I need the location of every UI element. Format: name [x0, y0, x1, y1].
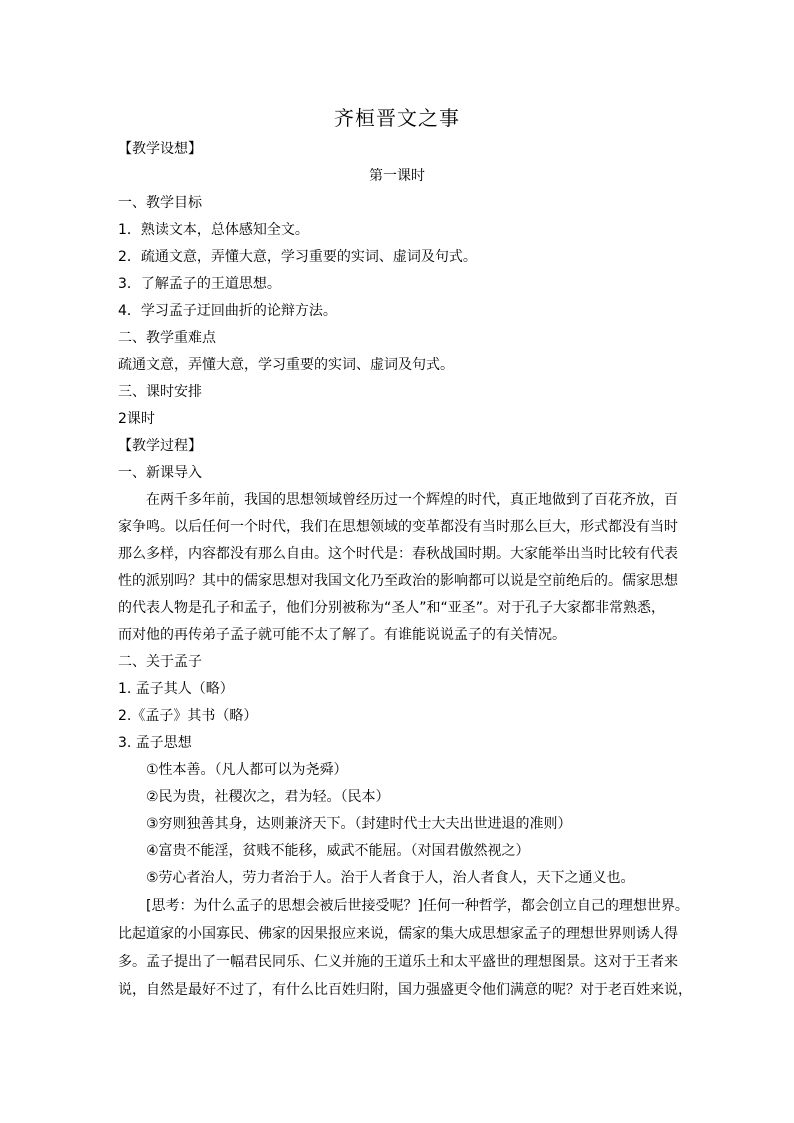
thought-item: ③穷则独善其身，达则兼济天下。（封建时代士大夫出世进退的准则）: [146, 816, 572, 832]
intro-paragraph-line: 在两千多年前，我国的思想领域曾经历过一个辉煌的时代，真正地做到了百花齐放，百: [146, 492, 678, 508]
key-points: 疏通文意，弄懂大意，学习重要的实词、虚词及句式。: [118, 357, 454, 373]
section3-heading: 三、课时安排: [118, 384, 202, 400]
goal-item: 3．了解孟子的王道思想。: [118, 276, 281, 292]
design-heading: 【教学设想】: [118, 141, 202, 157]
intro-paragraph-line: 那么多样，内容都没有那么自由。这个时代是：春秋战国时期。大家能举出当时比较有代表: [118, 546, 678, 562]
thought-item: ④富贵不能淫，贫贱不能移，威武不能屈。（对国君傲然视之）: [146, 843, 530, 859]
process-heading: 【教学过程】: [118, 438, 202, 454]
section2-heading: 二、教学重难点: [118, 330, 216, 346]
thought-item: ①性本善。（凡人都可以为尧舜）: [146, 762, 348, 778]
intro-paragraph-line: 性的派别吗？其中的儒家思想对我国文化乃至政治的影响都可以说是空前绝后的。儒家思想: [118, 573, 678, 589]
discussion-line: 多。孟子提出了一幅君民同乐、仁义并施的王道乐土和太平盛世的理想图景。这对于王者来: [118, 954, 678, 970]
discussion-line: 比起道家的小国寡民、佛家的因果报应来说，儒家的集大成思想家孟子的理想世界则诱人得: [118, 926, 678, 942]
goal-item: 4．学习孟子迂回曲折的论辩方法。: [118, 303, 337, 319]
page-title: 齐桓晋文之事: [334, 106, 460, 130]
mencius-heading: 二、关于孟子: [118, 654, 202, 670]
mencius-item: 1. 孟子其人（略）: [118, 681, 234, 697]
mencius-item: 2.《孟子》其书（略）: [118, 708, 258, 724]
intro-paragraph-line: 而对他的再传弟子孟子就可能不太了解了。有谁能说说孟子的有关情况。: [118, 627, 566, 643]
discussion-line: [思考：为什么孟子的思想会被后世接受呢？]任何一种哲学，都会创立自己的理想世界。: [146, 898, 689, 914]
thought-item: ②民为贵，社稷次之，君为轻。（民本）: [146, 789, 390, 805]
discussion-line: 说，自然是最好不过了，有什么比百姓归附，国力强盛更令他们满意的呢？对于老百姓来说，: [118, 982, 692, 998]
goal-item: 2．疏通文意，弄懂大意，学习重要的实词、虚词及句式。: [118, 249, 477, 265]
lesson-label: 第一课时: [369, 168, 425, 184]
mencius-item: 3. 孟子思想: [118, 735, 192, 751]
thought-item: ⑤劳心者治人，劳力者治于人。治于人者食于人，治人者食人，天下之通义也。: [146, 870, 635, 886]
intro-heading: 一、新课导入: [118, 465, 202, 481]
intro-paragraph-line: 家争鸣。以后任何一个时代，我们在思想领域的变革都没有当时那么巨大，形式都没有当时: [118, 519, 678, 535]
intro-paragraph-line: 的代表人物是孔子和孟子，他们分别被称为“圣人”和“亚圣”。对于孔子大家都非常熟悉，: [118, 600, 666, 616]
hours-text: 2课时: [118, 411, 155, 427]
goal-item: 1．熟读文本，总体感知全文。: [118, 222, 309, 238]
section1-heading: 一、教学目标: [118, 195, 202, 211]
